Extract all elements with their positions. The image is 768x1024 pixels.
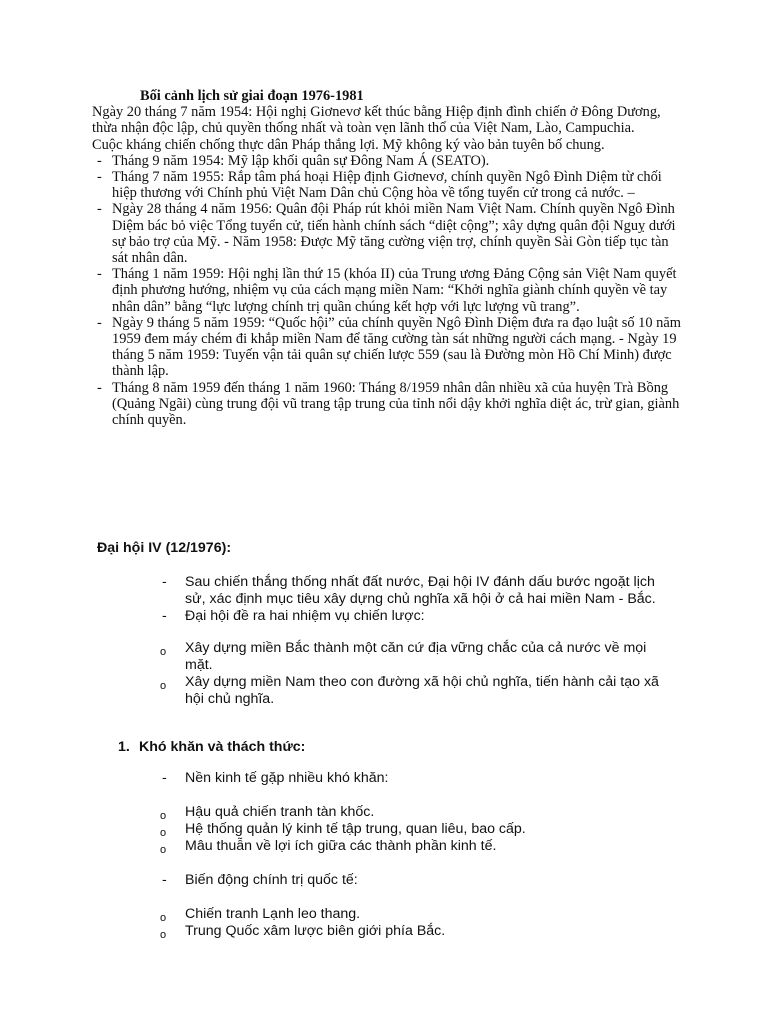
list-item-text: Tháng 7 năm 1955: Rắp tâm phá hoại Hiệp định Giơnevơ, chính quyền Ngô Đình Diệm từ chối hiệp thương với Chính phủ Việt Nam Dân chủ Cộng hòa về tổng tuyển cử trong cả nước. – [112, 169, 662, 202]
list-item [97, 574, 677, 608]
circle-bullet: o [160, 844, 167, 857]
circle-bullet: o [160, 680, 167, 692]
intro-paragraph: Ngày 20 tháng 7 năm 1954: Hội nghị Giơnevơ kết thúc bằng Hiệp định đình chiến ở Đông Dương, thừa nhận độc lập, chủ quyền thống nhất và toàn vẹn lãnh thổ của Việt Nam, Lào, Campuchia. [92, 104, 661, 137]
list-item [92, 153, 682, 169]
list-item [92, 169, 682, 201]
sub-list-item [97, 906, 677, 923]
circle-bullet: o [160, 810, 167, 823]
list-item-text: Nền kinh tế gặp nhiều khó khăn: [185, 770, 389, 787]
section-title: Bối cảnh lịch sử giai đoạn 1976-1981 [140, 88, 364, 104]
circle-bullet: o [160, 827, 167, 840]
circle-bullet: o [160, 912, 167, 925]
list-item-text: Trung Quốc xâm lược biên giới phía Bắc. [185, 923, 446, 940]
list-item-text: Hệ thống quản lý kinh tế tập trung, quan liêu, bao cấp. [185, 821, 526, 838]
list-item-text: Chiến tranh Lạnh leo thang. [185, 906, 361, 923]
list-item-text: Ngày 9 tháng 5 năm 1959: “Quốc hội” của chính quyền Ngô Đình Diệm đưa ra đạo luật số 10 năm 1959 đem máy chém đi khắp miền Nam để tăng cường tàn sát những người cách mạng. - Ngày 19 tháng 5 năm 1959: Tuyến vận tải quân sự chiến lược 559 (sau là Đường mòn Hồ Chí Minh) được thành lập. [112, 314, 681, 380]
sub-list-item [97, 838, 677, 855]
list-item-text: Tháng 1 năm 1959: Hội nghị lần thứ 15 (khóa II) của Trung ương Đảng Cộng sản Việt Nam quyết định phương hướng, nhiệm vụ của cách mạng miền Nam: “Khởi nghĩa giành chính quyền về tay nhân dân” bằng “lực lượng chính trị quần chúng kết hợp với lực lượng vũ trang”. [112, 266, 677, 315]
dash-bullet: - [162, 608, 167, 624]
list-item-text: Ngày 28 tháng 4 năm 1956: Quân đội Pháp rút khỏi miền Nam Việt Nam. Chính quyền Ngô Đình Diệm bác bỏ việc Tổng tuyển cử, tiến hành chính sách “diệt cộng”; xây dựng quân đội Nguỵ dưới sự bảo trợ của Mỹ. - Năm 1958: Được Mỹ tăng cường viện trợ, chính quyền Sài Gòn tiếp tục tàn sát nhân dân. [112, 201, 676, 267]
circle-bullet: o [160, 929, 167, 942]
dash-bullet: - [97, 266, 102, 283]
list-item-text: Đại hội đề ra hai nhiệm vụ chiến lược: [185, 608, 425, 624]
list-item-text: Mâu thuẫn về lợi ích giữa các thành phần kinh tế. [185, 838, 497, 855]
list-item [92, 315, 682, 380]
dash-bullet: - [97, 169, 102, 186]
dash-bullet: - [162, 770, 167, 787]
sub-list-item [97, 804, 677, 821]
dash-bullet: - [97, 201, 102, 218]
list-item-text: Tháng 8 năm 1959 đến tháng 1 năm 1960: Tháng 8/1959 nhân dân nhiều xã của huyện Trà Bồng (Quảng Ngãi) cùng trung đội vũ trang tập trung của tỉnh nổi dậy khởi nghĩa diệt ác, trừ gian, giành chính quyền. [112, 379, 680, 429]
sub-list-item [97, 640, 677, 674]
sub-list-item [97, 821, 677, 838]
list-item-text: Xây dựng miền Bắc thành một căn cứ địa vững chắc của cả nước về mọi mặt. [185, 640, 647, 673]
numbered-heading [118, 739, 677, 756]
list-item [97, 608, 677, 625]
section-heading: Đại hội IV (12/1976): [97, 540, 232, 556]
list-item [92, 380, 682, 429]
dash-bullet: - [162, 574, 167, 590]
list-item-text: Xây dựng miền Nam theo con đường xã hội chủ nghĩa, tiến hành cải tạo xã hội chủ nghĩa. [185, 674, 659, 707]
list-item [97, 872, 677, 889]
dash-bullet: - [97, 152, 102, 169]
sub-list-item [97, 923, 677, 940]
dash-bullet: - [97, 379, 102, 396]
list-item-text: Biến động chính trị quốc tế: [185, 872, 358, 889]
history-context-section [92, 88, 682, 428]
list-item-text: Sau chiến thắng thống nhất đất nước, Đại hội IV đánh dấu bước ngoặt lịch sử, xác định mục tiêu xây dựng chủ nghĩa xã hội ở cả hai miền Nam - Bắc. [185, 574, 656, 607]
event-list [92, 153, 682, 428]
sub-list-item [97, 674, 677, 708]
circle-bullet: o [160, 646, 167, 658]
congress-section [97, 540, 677, 940]
intro-paragraph-2: Cuộc kháng chiến chống thực dân Pháp thắng lợi. Mỹ không ký vào bản tuyên bố chung. [92, 136, 605, 153]
list-item [92, 266, 682, 315]
heading-text: Khó khăn và thách thức: [139, 739, 306, 756]
heading-number: 1. [118, 739, 130, 756]
dash-bullet: - [162, 872, 167, 889]
dash-bullet: - [97, 314, 102, 331]
list-item-text: Tháng 9 năm 1954: Mỹ lập khối quân sự Đông Nam Á (SEATO). [112, 152, 490, 169]
list-item [92, 201, 682, 266]
list-item [97, 770, 677, 787]
list-item-text: Hậu quả chiến tranh tàn khốc. [185, 804, 375, 821]
